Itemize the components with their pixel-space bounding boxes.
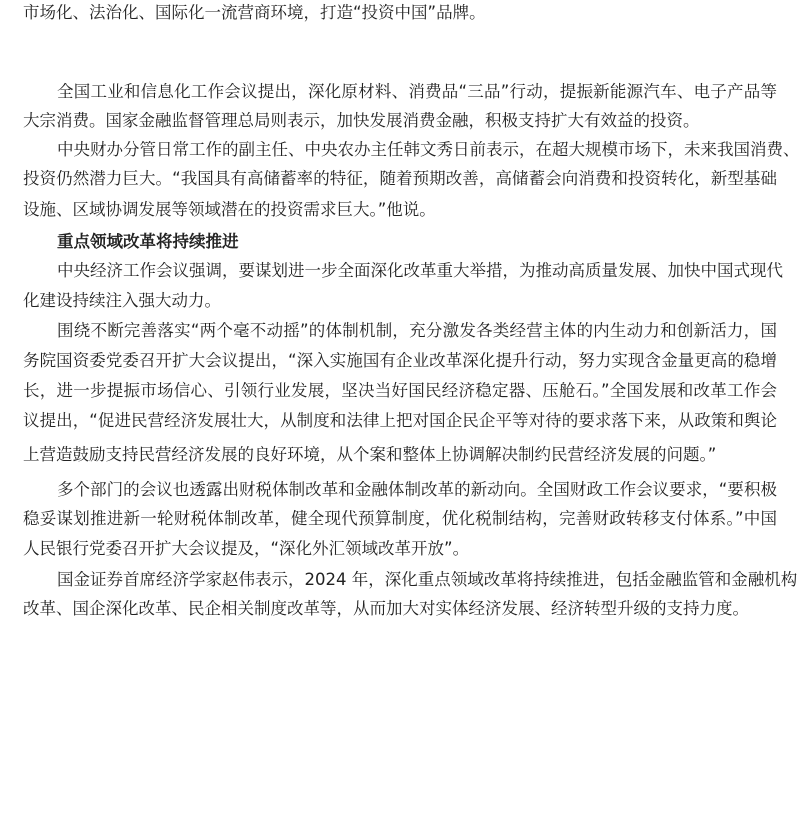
text-line: 中央经济工作会议强调，要谋划进一步全面深化改革重大举措，为推动高质量发展、加快中国式现代: [57, 261, 783, 280]
text-line: 务院国资委党委召开扩大会议提出，“深入实施国有企业改革深化提升行动，努力实现含金量更高的稳增: [23, 351, 777, 370]
text-line: 围绕不断完善落实“两个毫不动摇”的体制机制，充分激发各类经营主体的内生动力和创新活力，国: [57, 321, 777, 340]
text-line: 上营造鼓励支持民营经济发展的良好环境，从个案和整体上协调解决制约民营经济发展的问题。”: [23, 445, 717, 464]
text-line: 多个部门的会议也透露出财税体制改革和金融体制改革的新动向。全国财政工作会议要求，“要积极: [57, 480, 777, 499]
text-line: 长，进一步提振市场信心、引领行业发展，坚决当好国民经济稳定器、压舱石。”全国发展和改革工作会: [23, 381, 777, 400]
text-line: 稳妥谋划推进新一轮财税体制改革，健全现代预算制度，优化税制结构，完善财政转移支付体系。”中国: [23, 509, 777, 528]
text-line: 人民银行党委召开扩大会议提及，“深化外汇领域改革开放”。: [23, 539, 470, 558]
text-line: 国金证券首席经济学家赵伟表示，2024 年，深化重点领域改革将持续推进，包括金融监管和金融机构: [57, 570, 798, 589]
text-line: 投资仍然潜力巨大。“我国具有高储蓄率的特征，随着预期改善，高储蓄会向消费和投资转化，新型基础: [23, 169, 777, 188]
text-line: 议提出，“促进民营经济发展壮大，从制度和法律上把对国企民企平等对待的要求落下来，从政策和舆论: [23, 411, 777, 430]
text-line: 市场化、法治化、国际化一流营商环境，打造“投资中国”品牌。: [23, 3, 486, 22]
text-line: 中央财办分管日常工作的副主任、中央农办主任韩文秀日前表示，在超大规模市场下，未来我国消费、: [57, 140, 800, 159]
text-line: 全国工业和信息化工作会议提出，深化原材料、消费品“三品”行动，提振新能源汽车、电子产品等: [57, 82, 777, 101]
text-line: 大宗消费。国家金融监督管理总局则表示，加快发展消费金融，积极支持扩大有效益的投资。: [23, 111, 700, 130]
text-line: 改革、国企深化改革、民企相关制度改革等，从而加大对实体经济发展、经济转型升级的支持力度。: [23, 599, 749, 618]
text-line: 设施、区域协调发展等领域潜在的投资需求巨大。”他说。: [23, 200, 436, 219]
text-line: 化建设持续注入强大动力。: [23, 291, 221, 310]
section-heading: 重点领域改革将持续推进: [57, 232, 239, 251]
